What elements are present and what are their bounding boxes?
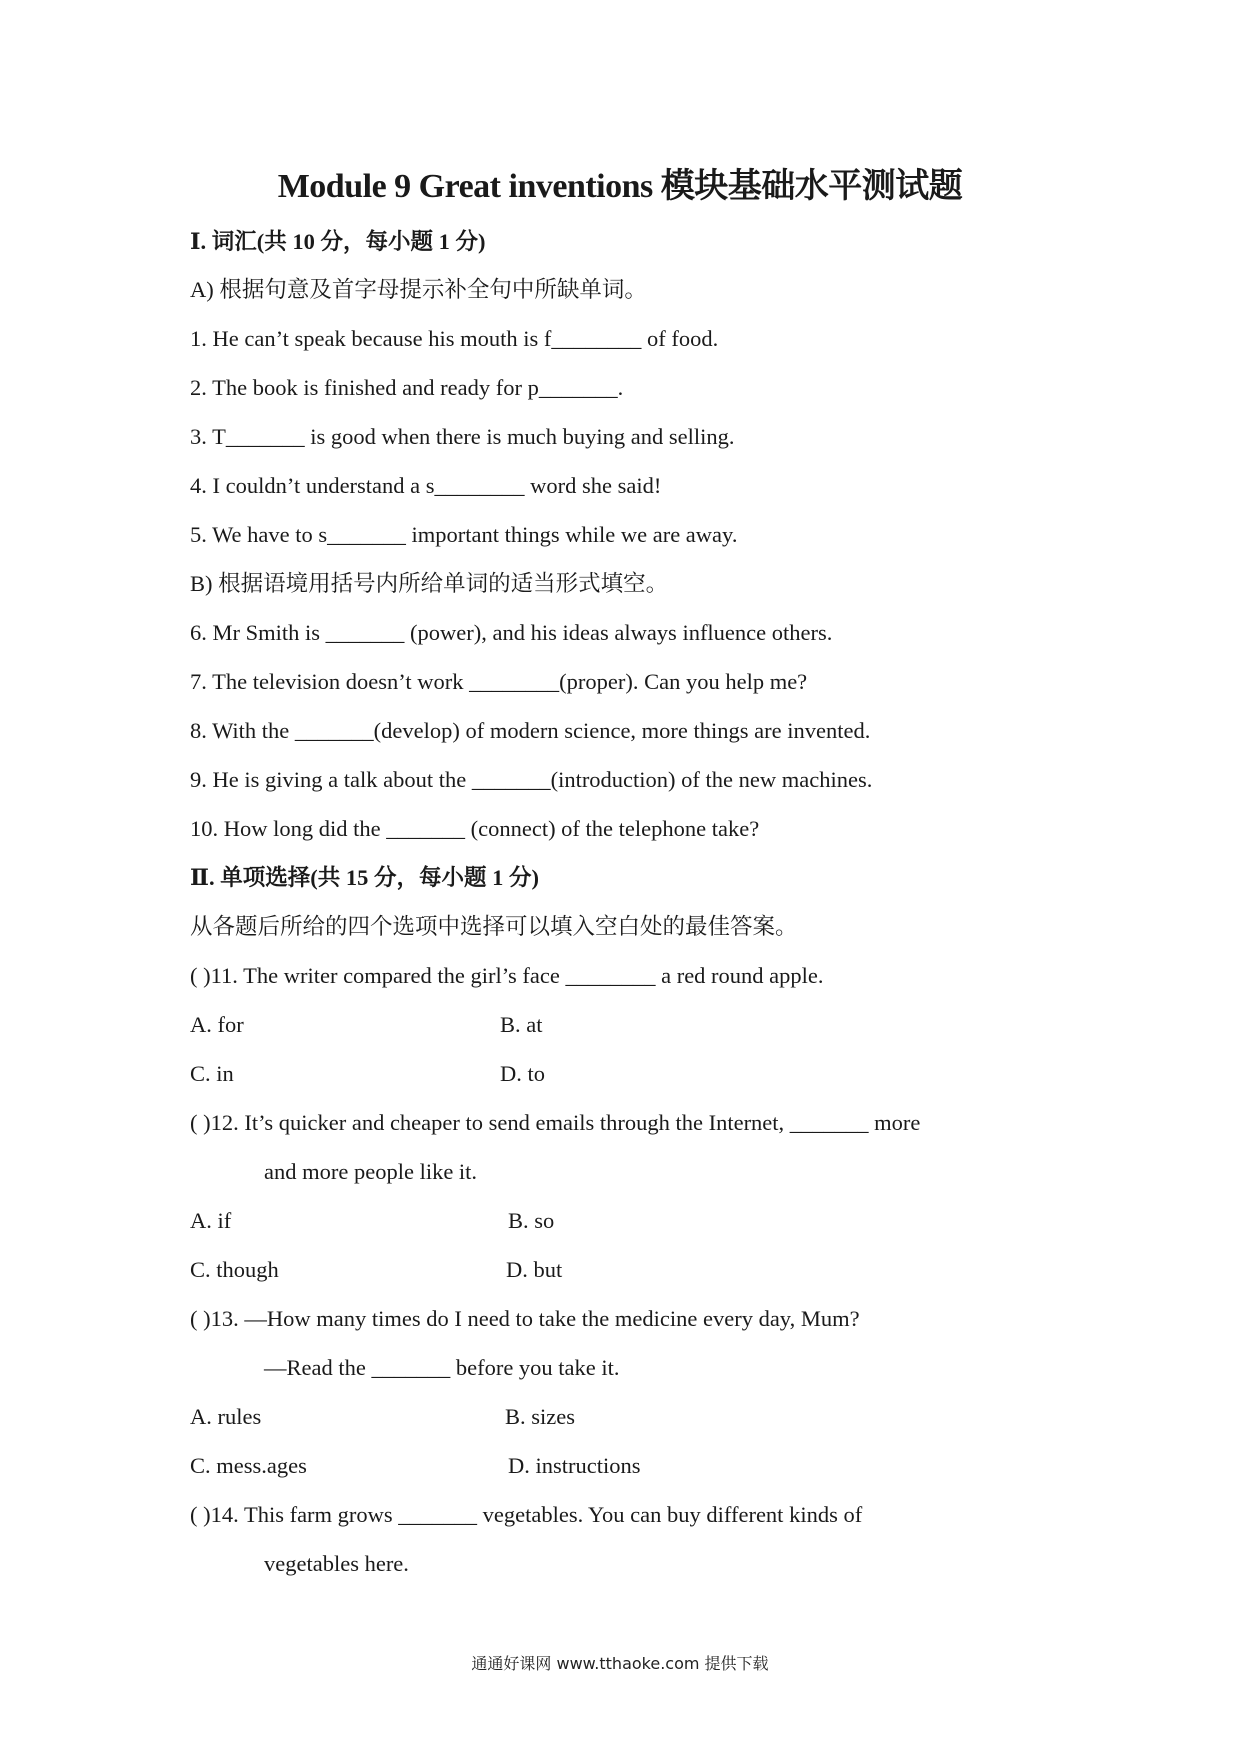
q11-option-c: C. in [190,1061,234,1086]
question-5: 5. We have to s_______ important things while we are away. [190,522,738,547]
q12-option-b: B. so [508,1208,555,1233]
question-10: 10. How long did the _______ (connect) of the telephone take? [190,816,760,841]
question-8: 8. With the _______(develop) of modern science, more things are invented. [190,718,871,743]
question-11: ( )11. The writer compared the girl’s face ________ a red round apple. [190,963,824,988]
section2-instruction: 从各题后所给的四个选项中选择可以填入空白处的最佳答案。 [190,914,798,939]
question-13: ( )13. —How many times do I need to take the medicine every day, Mum? [190,1306,860,1331]
q11-option-a: A. for [190,1012,244,1037]
question-6: 6. Mr Smith is _______ (power), and his ideas always influence others. [190,620,833,645]
question-4: 4. I couldn’t understand a s________ word she said! [190,473,662,498]
question-13-continued: —Read the _______ before you take it. [264,1355,620,1380]
question-14-continued: vegetables here. [264,1551,409,1576]
page-title: Module 9 Great inventions 模块基础水平测试题 [277,168,963,205]
question-7: 7. The television doesn’t work ________(proper). Can you help me? [190,669,808,694]
q11-option-d: D. to [500,1061,545,1086]
question-12: ( )12. It’s quicker and cheaper to send emails through the Internet, _______ more [190,1110,921,1135]
question-3: 3. T_______ is good when there is much buying and selling. [190,424,735,449]
q12-option-a: A. if [190,1208,232,1233]
section1-partA-instruction: A) 根据句意及首字母提示补全句中所缺单词。 [190,277,647,302]
question-9: 9. He is giving a talk about the _______(introduction) of the new machines. [190,767,873,792]
question-1: 1. He can’t speak because his mouth is f________ of food. [190,326,719,351]
q13-option-c: C. mess.ages [190,1453,307,1478]
section2-heading: Ⅱ. 单项选择(共 15 分，每小题 1 分) [190,865,539,890]
q13-option-d: D. instructions [508,1453,641,1478]
q11-option-b: B. at [500,1012,543,1037]
section1-heading: Ⅰ. 词汇(共 10 分，每小题 1 分) [190,229,486,254]
section1-partB-instruction: B) 根据语境用括号内所给单词的适当形式填空。 [190,571,669,596]
q12-option-d: D. but [506,1257,563,1282]
question-2: 2. The book is finished and ready for p_______. [190,375,624,400]
q13-option-a: A. rules [190,1404,262,1429]
q13-option-b: B. sizes [505,1404,575,1429]
q12-option-c: C. though [190,1257,279,1282]
question-14: ( )14. This farm grows _______ vegetables. You can buy different kinds of [190,1502,863,1527]
page-footer: 通通好课网 www.tthaoke.com 提供下载 [471,1654,769,1673]
question-12-continued: and more people like it. [264,1159,478,1184]
